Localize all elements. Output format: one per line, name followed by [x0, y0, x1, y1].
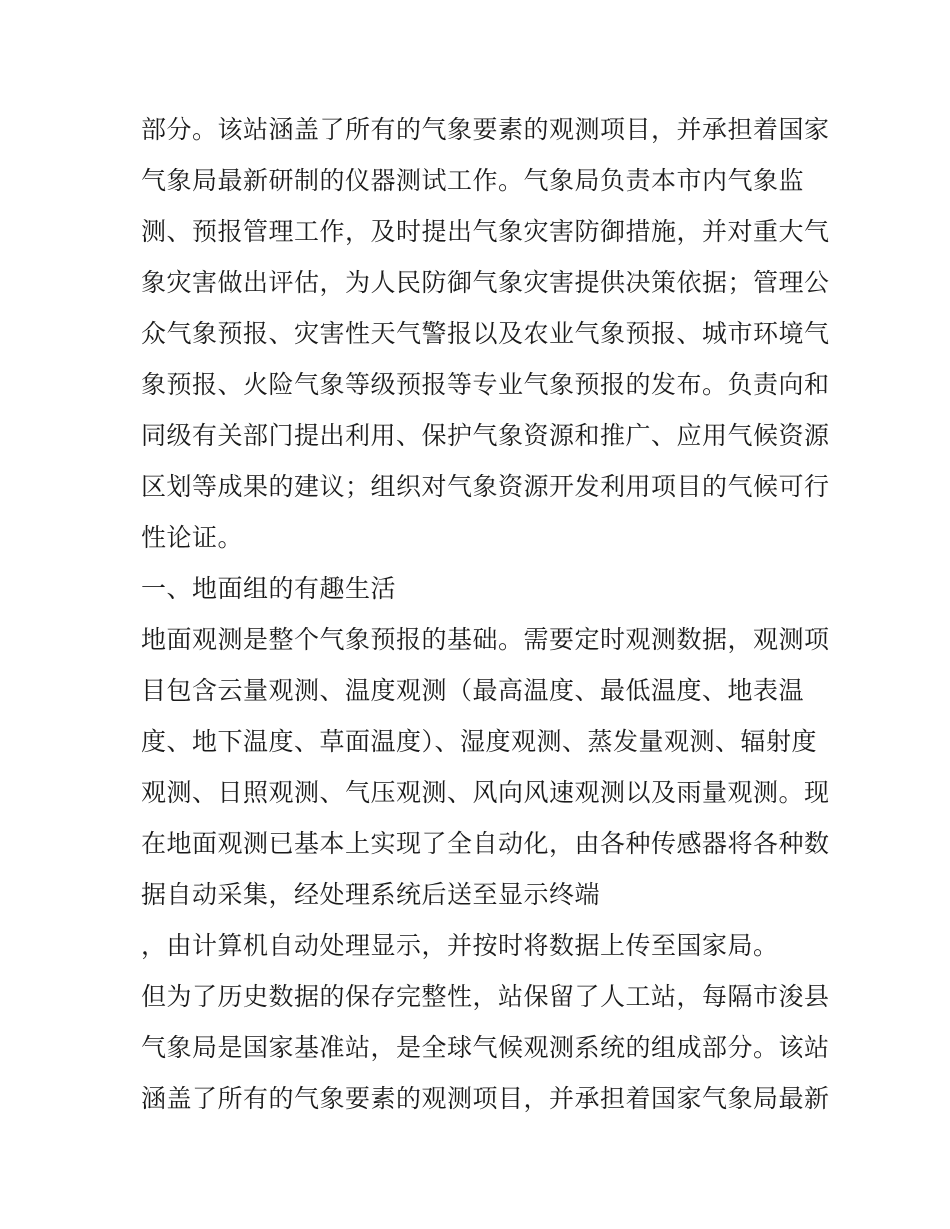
text-line: 目包含云量观测、温度观测（最高温度、最低温度、地表温 [141, 676, 805, 705]
text-line: 在地面观测已基本上实现了全自动化，由各种传感器将各种数 [141, 829, 830, 858]
text-line: 部分。该站涵盖了所有的气象要素的观测项目，并承担着国家 [141, 115, 830, 144]
text-line: 但为了历史数据的保存完整性，站保留了人工站，每隔市浚县 [141, 982, 830, 1011]
text-line: 气象局是国家基准站，是全球气候观测系统的组成部分。该站 [141, 1033, 830, 1062]
text-line: 象预报、火险气象等级预报等专业气象预报的发布。负责向和 [141, 370, 830, 399]
text-line: 测、预报管理工作，及时提出气象灾害防御措施，并对重大气 [141, 217, 830, 246]
text-line: 气象局最新研制的仪器测试工作。气象局负责本市内气象监 [141, 166, 805, 195]
text-line: 涵盖了所有的气象要素的观测项目，并承担着国家气象局最新 [141, 1084, 830, 1113]
document-body [141, 104, 830, 1124]
text-line: 度、地下温度、草面温度）、湿度观测、蒸发量观测、辐射度 [141, 727, 818, 756]
text-line: 观测、日照观测、气压观测、风向风速观测以及雨量观测。现 [141, 778, 830, 807]
text-line: 区划等成果的建议；组织对气象资源开发利用项目的气候可行 [141, 472, 830, 501]
section-heading: 一、地面组的有趣生活 [141, 574, 397, 603]
text-line: 众气象预报、灾害性天气警报以及农业气象预报、城市环境气 [141, 319, 830, 348]
text-line: 象灾害做出评估，为人民防御气象灾害提供决策依据；管理公 [141, 268, 830, 297]
text-line: 性论证。 [141, 523, 244, 552]
text-line: 据自动采集，经处理系统后送至显示终端 [141, 880, 601, 909]
text-line: ，由计算机自动处理显示，并按时将数据上传至国家局。 [141, 931, 779, 960]
text-line: 地面观测是整个气象预报的基础。需要定时观测数据，观测项 [141, 625, 830, 654]
text-line: 同级有关部门提出利用、保护气象资源和推广、应用气候资源 [141, 421, 830, 450]
